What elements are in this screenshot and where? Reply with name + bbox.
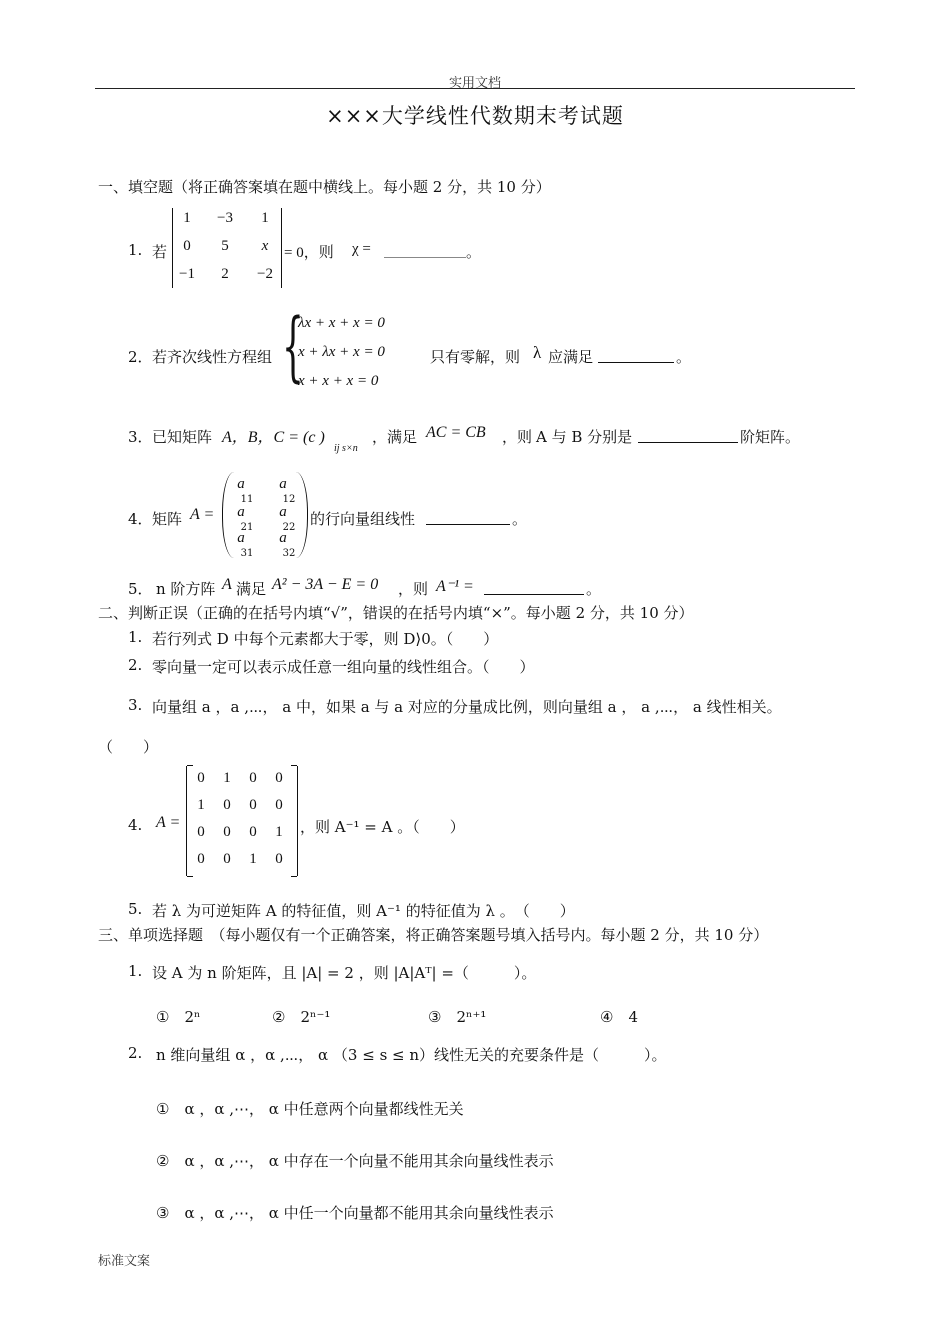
s1-q5-mid: 满足: [236, 580, 267, 598]
mat-cell: 0: [249, 824, 257, 840]
s2-q3-paren: （ ）: [98, 738, 159, 756]
mat-sub: 12: [282, 494, 296, 505]
mat-cell: 0: [223, 797, 231, 813]
det-cell: 2: [221, 266, 229, 282]
s1-q1-pre: 若: [152, 243, 168, 261]
mat-sub: 21: [240, 522, 254, 533]
s1-q5-eq: A² − 3A − E = 0: [272, 576, 379, 593]
section-1-heading: 一、填空题（将正确答案填在题中横线上。每小题 2 分，共 10 分）: [98, 178, 551, 196]
s1-q4-end: 。: [512, 510, 528, 528]
section-3-heading: 三、单项选择题 （每小题仅有一个正确答案，将正确答案题号填入括号内。每小题 2 分，共 10 分）: [98, 926, 769, 944]
s3-q1-option-1: ① 2ⁿ: [156, 1008, 201, 1026]
mat-cell: 0: [249, 797, 257, 813]
mat-cell: 0: [275, 797, 283, 813]
s1-q3-ab: A 与 B 分别是: [536, 428, 633, 446]
s2-q2-num: 2.: [128, 656, 143, 674]
s2-q4-aeq: A =: [156, 814, 181, 831]
s3-q1-num: 1.: [128, 962, 143, 980]
page-title: ×××大学线性代数期末考试题: [326, 104, 624, 128]
s2-q4-matrix: [186, 766, 298, 876]
s1-q2-lambda: λ: [533, 343, 542, 362]
s1-q5-a: A: [222, 576, 232, 593]
s1-q3-ac: AC = CB: [426, 424, 486, 441]
s1-q1-blank: [384, 242, 466, 258]
s1-q3-mid: ，满足: [372, 428, 418, 446]
s1-q2-post: 只有零解，则: [430, 348, 521, 366]
s2-q4-post: ，则 A⁻¹ = A 。（ ）: [300, 818, 465, 836]
section-2-heading: 二、判断正误（正确的在括号内填“√”，错误的在括号内填“×”。每小题 2 分，共 10 分）: [98, 604, 694, 622]
s2-q4-num: 4.: [128, 816, 143, 834]
det-cell: 0: [183, 238, 191, 254]
mat-sub: 22: [282, 522, 296, 533]
s3-q2-num: 2.: [128, 1044, 143, 1062]
s1-q2-post2: 应满足: [548, 348, 594, 366]
s1-q2-eq3: x + x + x = 0: [298, 373, 379, 389]
det-cell: 1: [183, 210, 191, 226]
s1-q2-blank: [598, 347, 674, 363]
s1-q5-num: 5．: [128, 580, 153, 598]
s2-q1-text: 若行列式 D 中每个元素都大于零，则 D⟩0。（ ）: [152, 630, 499, 648]
s1-q4-blank: [426, 509, 510, 525]
s2-q3-num: 3.: [128, 696, 143, 714]
mat-cell: 0: [223, 851, 231, 867]
mat-cell: a: [279, 504, 287, 520]
s3-q1-option-3: ③ 2ⁿ⁺¹: [428, 1008, 487, 1026]
s1-q5-blank: [484, 579, 584, 595]
s1-q3-end: 阶矩阵。: [740, 428, 801, 446]
s2-q5-num: 5.: [128, 900, 143, 918]
mat-cell: 0: [249, 770, 257, 786]
s1-q3-mid2: ，则: [502, 428, 533, 446]
mat-cell: a: [237, 476, 245, 492]
s2-q5-text: 若 λ 为可逆矩阵 A 的特征值，则 A⁻¹ 的特征值为 λ 。 （ ）: [152, 902, 575, 920]
s1-q5-end: 。: [586, 580, 602, 598]
mat-cell: a: [237, 504, 245, 520]
s2-q1-num: 1.: [128, 628, 143, 646]
s1-q4-matrix: [222, 472, 308, 558]
s2-q2-text: 零向量一定可以表示成任意一组向量的线性组合。（ ）: [152, 658, 535, 676]
s1-q5-inv: A⁻¹ =: [436, 578, 474, 595]
mat-cell: 1: [249, 851, 257, 867]
s1-q3-num: 3．: [128, 428, 153, 446]
s1-q2-eq1: λx + x + x = 0: [298, 315, 385, 331]
mat-cell: a: [237, 530, 245, 546]
s3-q2-option-3: ③ α ，α ,⋯， α 中任一个向量都不能用其余向量线性表示: [156, 1204, 554, 1222]
mat-cell: 0: [197, 770, 205, 786]
s3-q2-text: n 维向量组 α ，α ,⋯， α （3 ≤ s ≤ n）线性无关的充要条件是（ ）。: [156, 1046, 667, 1064]
det-cell: 1: [261, 210, 269, 226]
s2-q3-text: 向量组 a ，a ,⋯， a 中，如果 a 与 a 对应的分量成比例，则向量组 a ， a ,⋯， a 线性相关。: [152, 698, 782, 716]
det-cell: 5: [221, 238, 229, 254]
s3-q1-option-2: ② 2ⁿ⁻¹: [272, 1008, 331, 1026]
det-cell: x: [261, 238, 269, 254]
s1-q1-mid: = 0，则: [284, 245, 334, 261]
mat-cell: 1: [275, 824, 283, 840]
mat-cell: 0: [197, 824, 205, 840]
mat-cell: a: [279, 530, 287, 546]
s1-q1-num: 1.: [128, 241, 143, 259]
mat-cell: 0: [275, 770, 283, 786]
s1-q1-var: χ =: [352, 241, 371, 257]
s1-q1-determinant: [172, 208, 282, 288]
s3-q1-option-4: ④ 4: [600, 1008, 638, 1026]
det-cell: −3: [217, 210, 233, 226]
s1-q3-sub: ij s×n: [334, 443, 358, 454]
s3-q2-option-1: ① α ，α ,⋯， α 中任意两个向量都线性无关: [156, 1100, 464, 1118]
mat-cell: a: [279, 476, 287, 492]
s1-q2-eq2: x + λx + x = 0: [298, 344, 385, 360]
s1-q1-end: 。: [466, 243, 482, 261]
s1-q2-end: 。: [676, 348, 692, 366]
s1-q4-pre: 矩阵: [152, 510, 183, 528]
mat-cell: 1: [197, 797, 205, 813]
s1-q4-aeq: A =: [190, 506, 215, 523]
page-footer: 标准文案: [98, 1254, 151, 1269]
s1-q2-pre: 若齐次线性方程组: [152, 348, 273, 366]
s1-q3-pre: 已知矩阵: [152, 428, 213, 446]
s1-q4-post: 的行向量组线性: [310, 510, 416, 528]
mat-sub: 32: [282, 548, 296, 559]
s1-q5-mid2: ，则: [398, 580, 429, 598]
mat-cell: 0: [197, 851, 205, 867]
s3-q2-option-2: ② α ，α ,⋯， α 中存在一个向量不能用其余向量线性表示: [156, 1152, 554, 1170]
s1-q3-blank: [638, 427, 738, 443]
det-cell: −2: [257, 266, 273, 282]
page-header: 实用文档: [448, 76, 501, 91]
mat-sub: 11: [240, 494, 254, 505]
mat-cell: 0: [275, 851, 283, 867]
s3-q1-text: 设 A 为 n 阶矩阵，且 |A| = 2 ，则 |A|Aᵀ| =（ ）。: [152, 964, 537, 982]
s1-q4-num: 4．: [128, 510, 153, 528]
s1-q2-brace: {: [282, 301, 304, 390]
s1-q3-matrices: A，B，C = (c ): [222, 429, 325, 446]
s1-q5-pre: n 阶方阵: [156, 580, 216, 598]
det-cell: −1: [179, 266, 195, 282]
header-rule: [95, 88, 855, 89]
s1-q2-num: 2．: [128, 348, 153, 366]
mat-sub: 31: [240, 548, 254, 559]
mat-cell: 0: [223, 824, 231, 840]
mat-cell: 1: [223, 770, 231, 786]
